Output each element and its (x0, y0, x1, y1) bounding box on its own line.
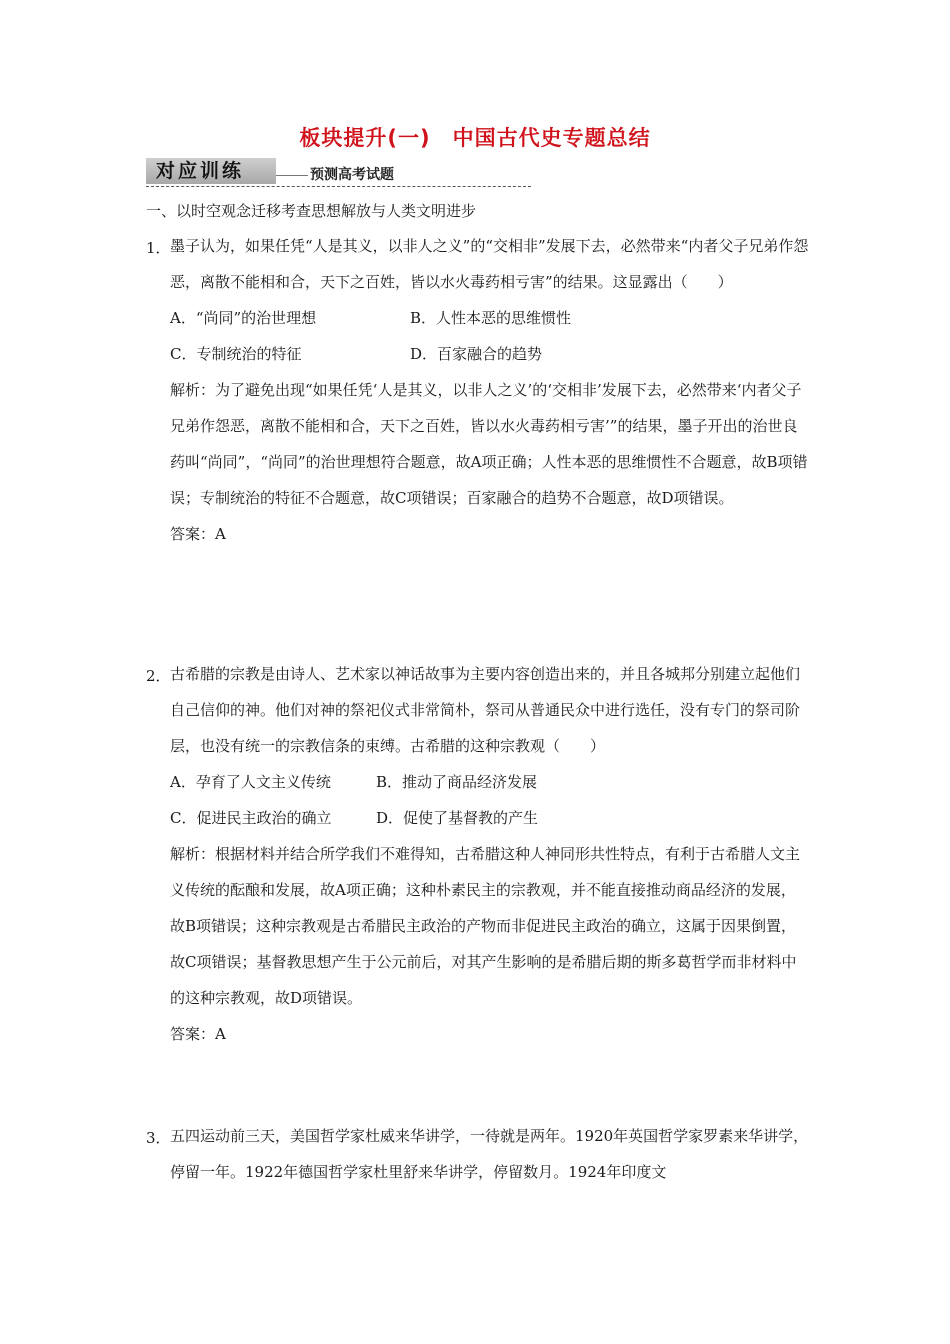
banner-label: 对应训练 (156, 160, 245, 182)
option-b: B．推动了商品经济发展 (376, 773, 538, 791)
page-title: 板块提升(一) 中国古代史专题总结 (299, 126, 651, 150)
option-a: A．孕育了人文主义传统 (170, 773, 331, 791)
question-1 (146, 228, 810, 552)
question-stem: 墨子认为，如果任凭“人是其义，以非人之义”的“交相非”发展下去，必然带来“内者父子兄弟作怨恶，离散不能相和合，天下之百姓，皆以水火毒药相亏害”的结果。这显露出（ ） (170, 237, 809, 291)
option-c: C．专制统治的特征 (170, 345, 302, 363)
analysis-text: 解析：根据材料并结合所学我们不难得知，古希腊这种人神同形共性特点，有利于古希腊人文主义传统的酝酿和发展，故A项正确；这种朴素民主的宗教观，并不能直接推动商品经济的发展，故B项错误；这种宗教观是古希腊民主政治的产物而非促进民主政治的确立，这属于因果倒置，故C项错误；基督教思想产生于公元前后，对其产生影响的是希腊后期的斯多葛哲学而非材料中的这种宗教观，故D项错误。 (170, 845, 801, 1007)
analysis-text: 解析：为了避免出现“如果任凭‘人是其义，以非人之义’的‘交相非’发展下去，必然带来‘内者父子兄弟作怨恶，离散不能相和合，天下之百姓，皆以水火毒药相亏害’”的结果，墨子开出的治世良药叫“尚同”，“尚同”的治世理想符合题意，故A项正确；人性本恶的思维惯性不合题意，故B项错误；专制统治的特征不合题意，故C项错误；百家融合的趋势不合题意，故D项错误。 (170, 381, 808, 507)
question-2 (146, 656, 810, 1052)
training-banner (146, 158, 531, 192)
options-row (170, 800, 810, 836)
question-3 (146, 1118, 810, 1190)
question-stem: 五四运动前三天，美国哲学家杜威来华讲学，一待就是两年。1920年英国哲学家罗素来华讲学，停留一年。1922年德国哲学家杜里舒来华讲学，停留数月。1924年印度文 (170, 1127, 809, 1181)
option-d: D．促使了基督教的产生 (376, 809, 539, 827)
question-number: 1． (146, 239, 171, 257)
answer-text: 答案：A (170, 1025, 226, 1043)
options-row (170, 336, 810, 372)
banner-connector-line (276, 175, 308, 176)
option-c: C．促进民主政治的确立 (170, 809, 332, 827)
option-a: A．“尚同”的治世理想 (170, 309, 317, 327)
option-d: D．百家融合的趋势 (410, 345, 543, 363)
options-row (170, 300, 810, 336)
option-b: B．人性本恶的思维惯性 (410, 309, 572, 327)
answer-text: 答案：A (170, 525, 226, 543)
section-heading: 一、以时空观念迁移考查思想解放与人类文明进步 (146, 202, 477, 220)
options-row (170, 764, 810, 800)
banner-dashed-divider (146, 186, 531, 187)
question-number: 2． (146, 667, 171, 685)
question-number: 3． (146, 1129, 171, 1147)
question-stem: 古希腊的宗教是由诗人、艺术家以神话故事为主要内容创造出来的，并且各城邦分别建立起他们自己信仰的神。他们对神的祭祀仪式非常简朴，祭司从普通民众中进行选任，没有专门的祭司阶层，也没有统一的宗教信条的束缚。古希腊的这种宗教观（ ） (170, 665, 801, 755)
banner-subtitle: 预测高考试题 (310, 167, 394, 183)
